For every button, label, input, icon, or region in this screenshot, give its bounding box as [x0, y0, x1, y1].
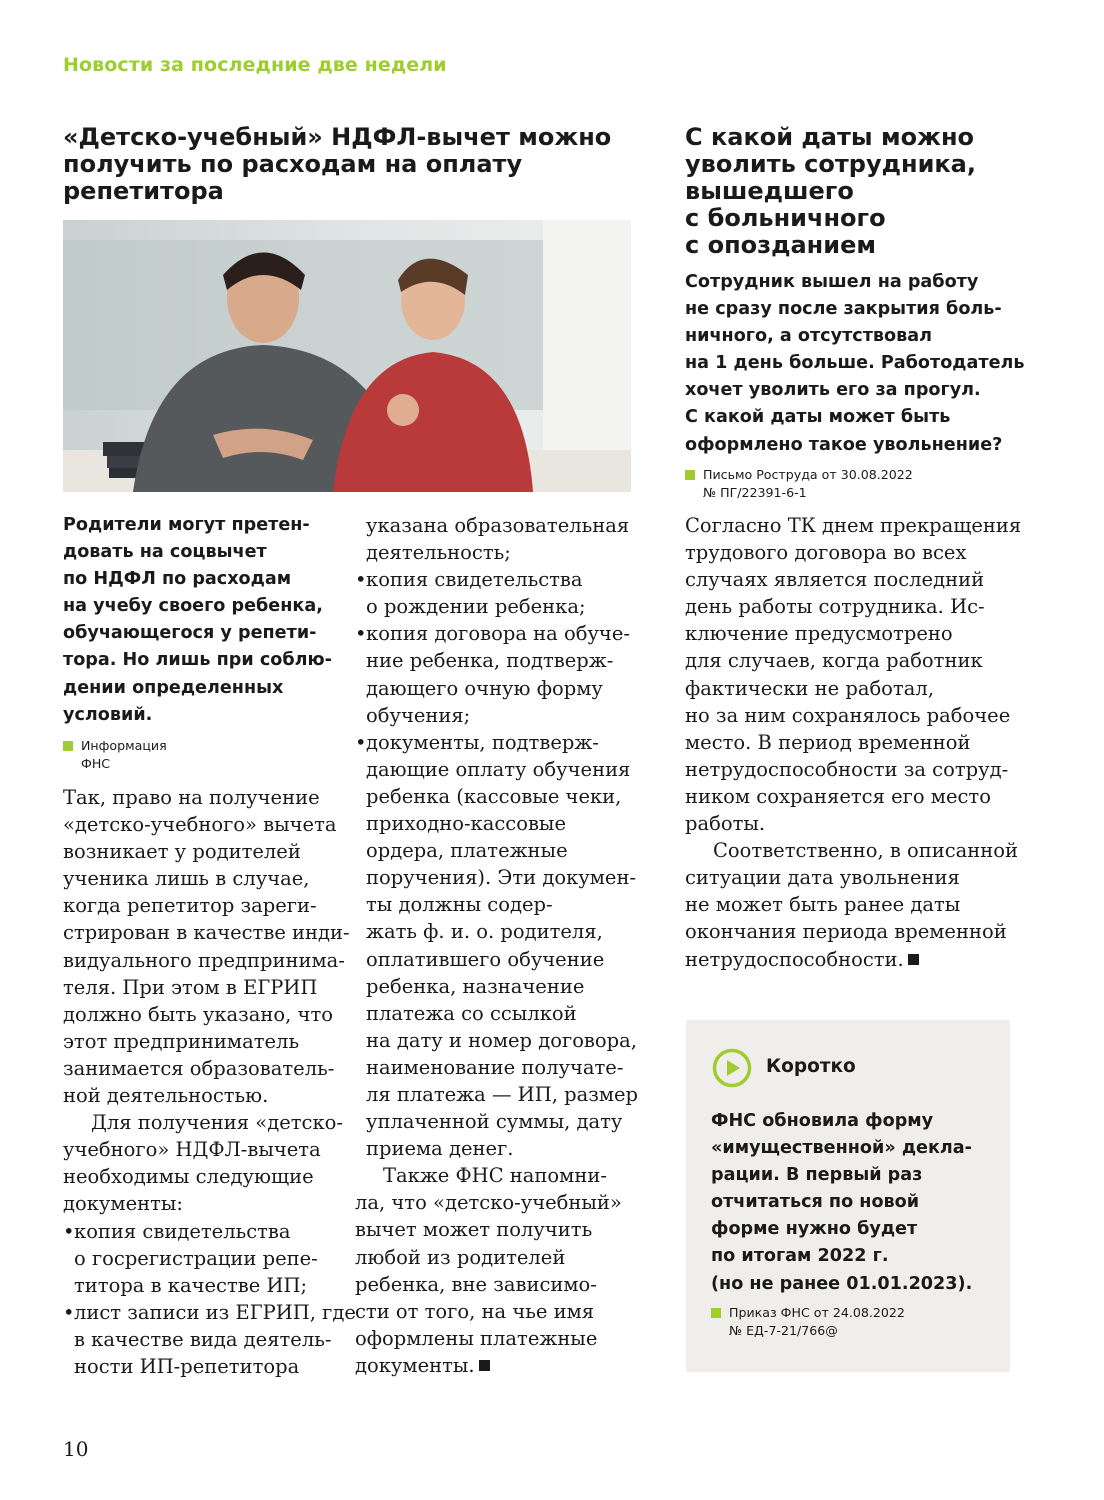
article1-col2-body: указана образовательная деятельность; • копия свидетельства о рождении ребенка; • копия договора на обуче- ние ребенка, подтверж- дающего очную форму обучения; • документы, подтверж- дающие оплату обучения ребенка (кассовые чеки, приходно-кассовые ордера, платежные поручения). Эти докумен- ты должны содер- жать ф. и. о. родителя, оплатившего обучение ребенка, назначение платежа со ссылкой на дату и номер договора, наименование получате- ля платежа — ИП, размер уплаченной суммы, дату приема денег. Также ФНС напомни- ла, что «детско-учебный» вычет может получить любой из родителей ребенка, вне зависимо- сти от того, на чье имя оформлены платежные документы.: [355, 514, 639, 1377]
brief-text: ФНС обновила форму «имущественной» декла- рации. В первый раз отчитаться по новой форме нужно будет по итогам 2022 г. (но не ранее 01.01.2023).: [711, 1111, 973, 1294]
tutor-student-photo: [63, 220, 631, 492]
section-label: Новости за последние две недели: [63, 54, 447, 76]
list-item: • копия свидетельства: [63, 1219, 291, 1243]
article2-title: С какой даты можно уволить сотрудника, вышедшего с больничного с опозданием: [685, 123, 976, 259]
photo-illustration: [63, 220, 631, 492]
list-item: • лист записи из ЕГРИП, где: [63, 1300, 356, 1324]
page-number: 10: [63, 1437, 89, 1461]
brief-title: Коротко: [766, 1056, 856, 1077]
play-icon: [712, 1048, 752, 1088]
article1-col1-body: Так, право на получение «детско-учебного» вычета возникает у родителей ученика лишь в случае, когда репетитор зареги- стрирован в качестве инди- видуального предпринима- теля. При этом в ЕГРИП должно быть указано, что этот предприниматель занимается образователь- ной деятельностью. Для получения «детско- учебного» НДФЛ-вычета необходимы следующие документы: • копия свидетельства о госрегистрации репе- титора в качестве ИП; • лист записи из ЕГРИП, где в качестве вида деятель- ности ИП-репетитора: [63, 786, 356, 1378]
brief-box: [686, 1020, 1010, 1372]
article1-title: «Детско-учебный» НДФЛ-вычет можно получить по расходам на оплату репетитора: [63, 123, 612, 205]
source-marker-icon: [63, 741, 73, 751]
source-marker-icon: [711, 1308, 721, 1318]
source-marker-icon: [685, 470, 695, 480]
article2-source: Письмо Роструда от 30.08.2022 № ПГ/22391-6-1: [685, 466, 913, 502]
article2-body: Согласно ТК днем прекращения трудового договора во всех случаях является последний день работы сотрудника. Ис- ключение предусмотрено для случаев, когда работник фактически не работал, но за ним сохранялось рабочее место. В период временной нетрудоспособности за сотруд- ником сохраняется его место работы. Соответственно, в описанной ситуации дата увольнения не может быть ранее даты окончания периода временной нетрудоспособности.: [685, 514, 1022, 971]
article1-source: Информация ФНС: [63, 737, 167, 773]
end-mark-icon: [479, 1360, 490, 1371]
list-item: • документы, подтверж-: [355, 730, 599, 754]
article2-lead: Сотрудник вышел на работу не сразу после закрытия боль- ничного, а отсутствовал на 1 день больше. Работодатель хочет уволить его за прогул. С какой даты может быть оформлено такое увольнение?: [685, 272, 1025, 455]
end-mark-icon: [908, 954, 919, 965]
list-item: • копия свидетельства: [355, 568, 583, 592]
list-item: • копия договора на обуче-: [355, 622, 630, 646]
brief-source: Приказ ФНС от 24.08.2022 № ЕД-7-21/766@: [711, 1304, 905, 1340]
article1-lead: Родители могут претен- довать на соцвычет по НДФЛ по расходам на учебу своего ребенка, обучающегося у репети- тора. Но лишь при соблю- дении определенных условий.: [63, 515, 332, 725]
